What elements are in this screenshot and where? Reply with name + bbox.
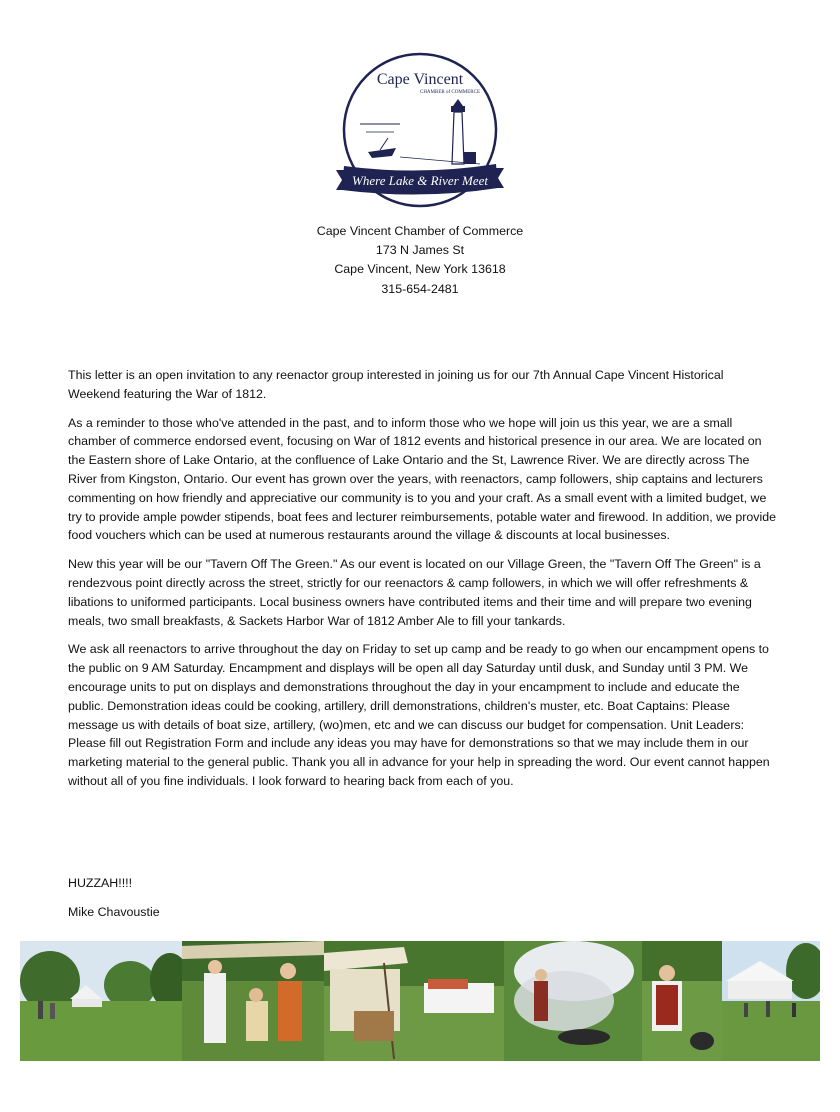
letter-body bbox=[68, 366, 778, 801]
chamber-logo bbox=[330, 52, 510, 212]
address-city: Cape Vincent, New York 13618 bbox=[334, 262, 506, 277]
logo-name: Cape Vincent bbox=[376, 71, 464, 88]
photo-campfire-cooking bbox=[504, 941, 642, 1061]
photo-strip bbox=[20, 941, 820, 1061]
photo-tent-camp bbox=[324, 941, 504, 1061]
signature: Mike Chavoustie bbox=[68, 904, 160, 919]
address-phone: 315-654-2481 bbox=[381, 281, 459, 296]
photo-white-tent bbox=[722, 941, 820, 1061]
photo-reenactors bbox=[182, 941, 324, 1061]
logo-tagline: Where Lake & River Meet bbox=[352, 173, 488, 188]
photo-encampment-field bbox=[20, 941, 182, 1061]
address-street: 173 N James St bbox=[375, 243, 465, 258]
letter-paragraph: New this year will be our "Tavern Off The Green." As our event is located on our Village Green, the "Tavern Off The Green" is a rendezvous point directly across the street, strictly for our reenactors & camp followers, in which we will offer refreshments & libations to uniformed participants. Local business owners have contributed items and their time and will prepare two evening meals, two small breakfasts, & Sackets Harbor War of 1812 Amber Ale to fill your tankards. bbox=[68, 557, 761, 628]
letter-paragraph: This letter is an open invitation to any reenactor group interested in joining us for our 7th Annual Cape Vincent Historical Weekend featuring the War of 1812. bbox=[68, 368, 724, 401]
address-org: Cape Vincent Chamber of Commerce bbox=[316, 224, 524, 238]
signature-block bbox=[68, 874, 160, 932]
letter-paragraph: We ask all reenactors to arrive throughout the day on Friday to set up camp and be ready to go when our encampment opens to the public on 9 AM Saturday. Encampment and displays will be open all day Saturday until dusk, and Sunday until 3 PM. We encourage units to put on displays and demonstrations throughout the day in your encampment to include and educate the public. Demonstration ideas could be cooking, artillery, drill demonstrations, children's muster, etc. Boat Captains: Please message us with details of boat size, artillery, (wo)men, etc and we can discuss our budget for compensation. Unit Leaders: Please fill out Registration Form and include any ideas you may have for demonstrations so that we may include them in our marketing material to the general public. Thank you all in advance for your help in spreading the word. Our event cannot happen without all of you fine individuals. I look forward to hearing back from each of you. bbox=[68, 642, 770, 788]
letter-paragraph: As a reminder to those who've attended in the past, and to inform those who we hope will join us this year, we are a small chamber of commerce endorsed event, focusing on War of 1812 events and historical presence in our area. We are located on the Eastern shore of Lake Ontario, at the confluence of Lake Ontario and the St, Lawrence River. We are directly across The River from Kingston, Ontario. Our event has grown over the years, with reenactors, camp followers, ship captains and lecturers commenting on how friendly and appreciative our community is to you and your craft. As a small event with a limited budget, we try to provide ample powder stipends, boat fees and lecturer reimbursements, potable water and firewood. In addition, we provide food vouchers which can be used at numerous restaurants around the village & discounts at local businesses. bbox=[68, 415, 777, 543]
photo-reenactor-kettle bbox=[642, 941, 722, 1061]
address-block bbox=[0, 222, 840, 299]
closing: HUZZAH!!!! bbox=[68, 876, 133, 890]
logo-subtitle: CHAMBER of COMMERCE bbox=[419, 90, 481, 95]
